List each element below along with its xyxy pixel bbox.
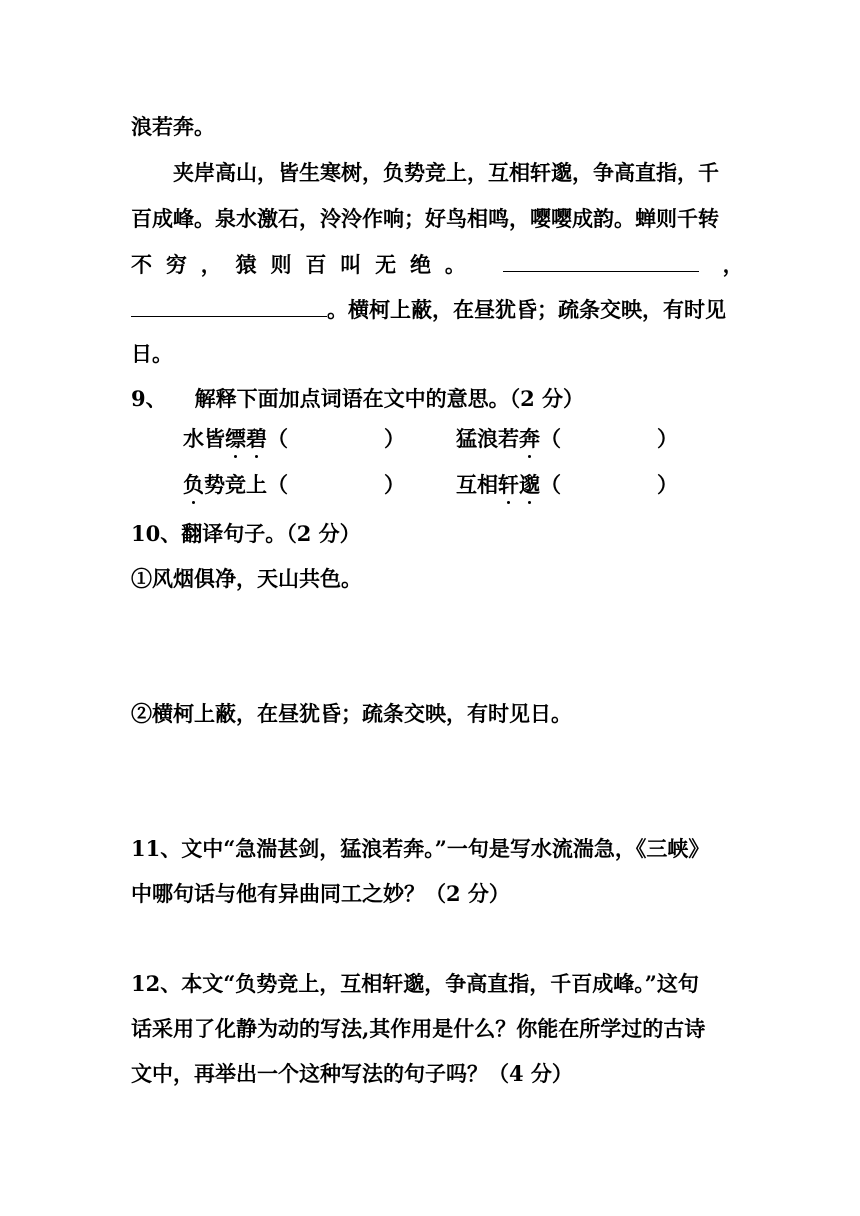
dotted-char: 缥: [225, 426, 246, 451]
paren-close: ）: [657, 426, 678, 451]
passage-line: [131, 296, 726, 323]
paren-open: （: [267, 426, 288, 451]
vocab-item: [456, 472, 678, 498]
vocab-item: [456, 426, 678, 452]
question-9-title: [131, 386, 584, 412]
char: 绝: [410, 252, 431, 277]
paren-open: （: [540, 472, 561, 497]
question-12-line: 12、本文“负势竞上，互相轩邈，争高直指，千百成峰。”这句: [131, 971, 699, 996]
char: 则: [270, 252, 292, 277]
question-text: 解释下面加点词语在文中的意思。（2 分）: [194, 386, 585, 411]
vocab-text: 猛浪若: [456, 426, 519, 451]
fill-blank-2[interactable]: [131, 296, 327, 317]
passage-line: 夹岸高山，皆生寒树，负势竞上，互相轩邈，争高直指，千: [173, 160, 719, 185]
char: 无: [375, 252, 397, 277]
fill-blank-1[interactable]: [503, 251, 699, 272]
char: 穷: [165, 252, 187, 277]
char: 不: [131, 252, 152, 277]
char: 猿: [235, 252, 257, 277]
question-11-line: 中哪句话与他有异曲同工之妙？（2 分）: [131, 881, 510, 906]
char: ，: [200, 252, 222, 277]
passage-line-text: 。横柯上蔽，在昼犹昏；疏条交映，有时见: [327, 297, 726, 322]
question-number: 9、: [131, 386, 167, 411]
question-12-line: 文中，再举出一个这种写法的句子吗？（4 分）: [131, 1061, 573, 1086]
dotted-char: 碧: [246, 426, 267, 451]
passage-line: 日。: [131, 341, 173, 366]
question-10-title: 10、翻译句子。（2 分）: [131, 521, 361, 546]
vocab-item: [183, 472, 405, 498]
sentence-1: ①风烟俱净，天山共色。: [131, 566, 362, 591]
dotted-char: 负: [183, 472, 204, 497]
dotted-char: 邈: [519, 472, 540, 497]
paren-close: ）: [384, 426, 405, 451]
vocab-text: 水皆: [183, 426, 225, 451]
dotted-char: 奔: [519, 426, 540, 451]
vocab-text: 互相: [456, 472, 498, 497]
char: 百: [305, 252, 327, 277]
passage-line: 百成峰。泉水激石，泠泠作响；好鸟相鸣，嘤嘤成韵。蝉则千转: [131, 206, 719, 231]
comma: ，: [722, 252, 744, 277]
paren-close: ）: [384, 472, 405, 497]
question-11-line: 11、文中“急湍甚剑，猛浪若奔。”一句是写水流湍急，《三峡》: [131, 836, 710, 861]
paren-open: （: [267, 472, 288, 497]
sentence-2: ②横柯上蔽，在昼犹昏；疏条交映，有时见日。: [131, 701, 572, 726]
char: 。: [444, 252, 466, 277]
char: 叫: [340, 252, 362, 277]
paren-open: （: [540, 426, 561, 451]
paren-close: ）: [657, 472, 678, 497]
question-12-line: 话采用了化静为动的写法,其作用是什么？你能在所学过的古诗: [131, 1016, 706, 1041]
vocab-item: [183, 426, 405, 452]
passage-line: 浪若奔。: [131, 114, 215, 139]
passage-line-spaced: [131, 251, 744, 278]
dotted-char: 轩: [498, 472, 519, 497]
vocab-text: 势竞上: [204, 472, 267, 497]
